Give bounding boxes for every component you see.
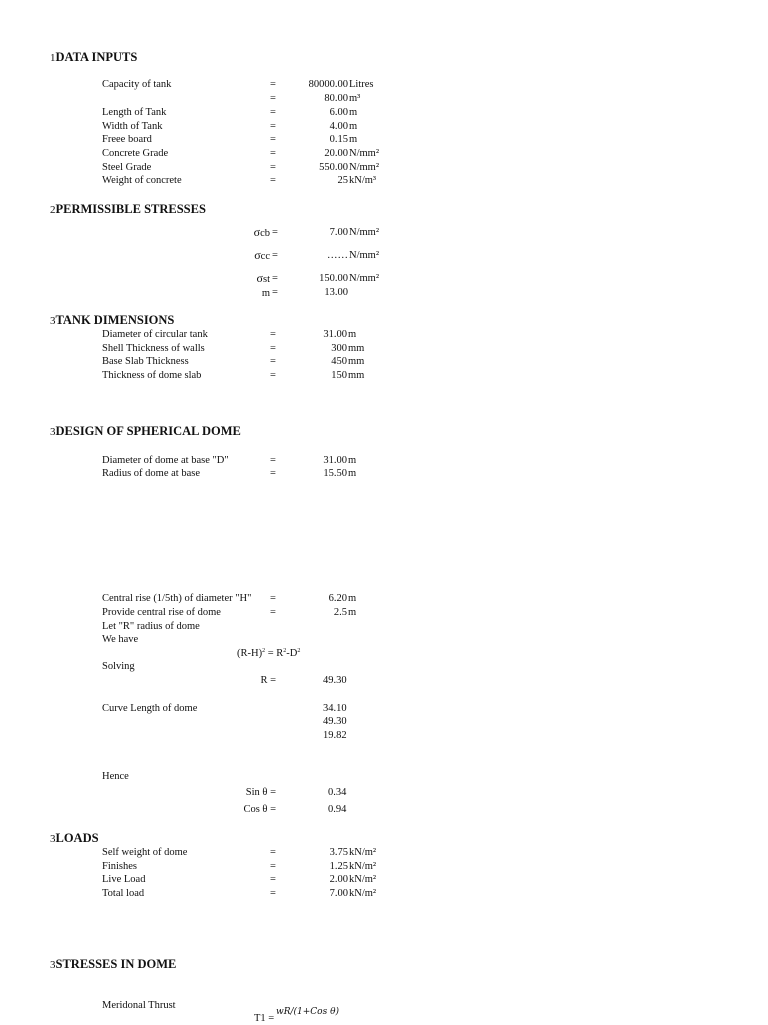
row-label: Finishes [102,861,138,872]
stress-unit: N/mm² [349,273,379,284]
equals-sign: = [272,273,278,284]
row-value: 15.50 [323,468,347,479]
row-unit: m [348,329,357,340]
row-unit: kN/m² [349,847,377,858]
cos-value: 0.94 [328,804,347,815]
sigma-symbol: σ [256,271,263,285]
equals-sign: = [272,287,278,298]
row-unit: kN/m³ [349,175,377,186]
cos-label: Cos θ = [243,804,276,815]
row-unit: mm [348,356,365,367]
stress-value: …… [327,250,348,261]
equals-sign: = [270,343,276,354]
row-value: 31.00 [323,329,347,340]
section-tank-dimensions [50,314,174,328]
equals-sign: = [270,175,276,186]
row-unit: kN/m² [349,861,377,872]
row-label: Capacity of tank [102,79,172,90]
section-number: 3 [50,426,56,438]
row-label: Central rise (1/5th) of diameter "H" [102,593,252,604]
equals-sign: = [270,329,276,340]
equals-sign: = [270,847,276,858]
sigma-symbol: σ [254,248,261,262]
row-value: 20.00 [324,148,348,159]
row-value: 550.00 [319,162,348,173]
r-label: R = [260,675,276,686]
equals-sign: = [272,227,278,238]
row-unit: kN/m² [349,888,377,899]
row-value: 2.5 [333,607,347,618]
row-value: 31.00 [323,455,347,466]
sigma-symbol: σ [253,225,261,239]
row-unit: m [349,121,358,132]
sin-value: 0.34 [328,787,347,798]
sin-label: Sin θ = [245,787,276,798]
stress-value: 150.00 [319,273,348,284]
equals-sign: = [270,874,276,885]
row-value: 300 [331,343,347,354]
r-value: 49.30 [323,675,347,686]
row-unit: m [348,468,357,479]
row-value: 2.00 [329,874,348,885]
equals-sign: = [270,888,276,899]
equation: $(R-H)^2 = R^2-D^2$ [237,648,301,659]
row-label: Radius of dome at base [102,468,200,479]
section-number: 3 [50,833,56,845]
row-label: Thickness of dome slab [102,370,202,381]
equals-sign: = [270,148,276,159]
stress-subscript: cb [260,228,270,239]
row-value: 3.75 [329,847,348,858]
section-title: LOADS [55,831,99,845]
equals-sign: = [272,250,278,261]
row-label: Self weight of dome [102,847,188,858]
equals-sign: = [270,134,276,145]
row-value: 1.25 [329,861,348,872]
row-unit: Litres [349,79,374,90]
row-unit: m³ [349,93,361,104]
row-unit: m [349,134,358,145]
section-title: PERMISSIBLE STRESSES [55,202,206,216]
equals-sign: = [270,107,276,118]
t1-label: T1 = [254,1013,275,1024]
section-spherical-dome [50,425,241,439]
row-unit: kN/m² [349,874,377,885]
let-r-text: Let "R" radius of dome [102,621,200,632]
section-title: TANK DIMENSIONS [55,313,175,327]
equals-sign: = [270,861,276,872]
row-unit: m [348,607,357,618]
section-data-inputs [50,51,137,65]
curve-value: 34.10 [323,703,347,714]
row-value: 7.00 [329,888,348,899]
row-label: Base Slab Thickness [102,356,189,367]
equals-sign: = [270,79,276,90]
section-permissible-stresses [50,203,206,217]
row-value: 0.15 [329,134,348,145]
row-value: 25 [337,175,348,186]
section-number: 3 [50,315,56,327]
section-title: STRESSES IN DOME [55,957,177,971]
stress-subscript: cc [260,251,270,262]
stress-symbol [238,226,270,240]
stress-symbol [238,286,270,300]
row-label: Steel Grade [102,162,152,173]
stress-unit: N/mm² [349,250,379,261]
stress-subscript: st [262,274,270,285]
section-title: DATA INPUTS [55,50,138,64]
row-label: Shell Thickness of walls [102,343,205,354]
row-unit: m [348,455,357,466]
row-unit: mm [348,370,365,381]
row-label: Width of Tank [102,121,163,132]
equals-sign: = [270,93,276,104]
equals-sign: = [270,121,276,132]
curve-value: 19.82 [323,730,347,741]
row-label: Provide central rise of dome [102,607,221,618]
row-unit: m [348,593,357,604]
curve-value: 49.30 [323,716,347,727]
row-label: Length of Tank [102,107,167,118]
section-loads [50,832,99,846]
row-value: 6.00 [329,107,348,118]
stress-symbol [238,272,270,286]
stress-value: 13.00 [324,287,348,298]
row-label: Weight of concrete [102,175,182,186]
row-unit: mm [348,343,365,354]
equals-sign: = [270,607,276,618]
row-label: Total load [102,888,145,899]
equals-sign: = [270,162,276,173]
row-label: Diameter of circular tank [102,329,208,340]
row-label: Diameter of dome at base "D" [102,455,229,466]
hence-text: Hence [102,771,129,782]
row-unit: N/mm² [349,162,379,173]
equals-sign: = [270,468,276,479]
row-value: 6.20 [328,593,347,604]
section-number: 3 [50,959,56,971]
meridonal-thrust-label: Meridonal Thrust [102,1000,176,1011]
row-unit: m [349,107,358,118]
row-label: Live Load [102,874,146,885]
stress-value: 7.00 [329,227,348,238]
stress-subscript: m [261,288,270,299]
solving-text: Solving [102,661,135,672]
curve-length-label: Curve Length of dome [102,703,198,714]
row-value: 4.00 [329,121,348,132]
row-value: 450 [331,356,347,367]
we-have-text: We have [102,634,139,645]
section-number: 1 [50,52,56,64]
row-value: 80.00 [324,93,348,104]
equals-sign: = [270,455,276,466]
section-title: DESIGN OF SPHERICAL DOME [55,424,241,438]
row-label: Freee board [102,134,152,145]
section-stresses-in-dome [50,958,176,972]
row-value: 150 [331,370,347,381]
equals-sign: = [270,370,276,381]
stress-unit: N/mm² [349,227,379,238]
section-number: 2 [50,204,56,216]
row-label: Concrete Grade [102,148,169,159]
t1-formula: wR/(1+Cos θ) [276,1007,340,1017]
equals-sign: = [270,593,276,604]
row-unit: N/mm² [349,148,379,159]
row-value: 80000.00 [308,79,348,90]
stress-symbol [238,249,270,263]
equals-sign: = [270,356,276,367]
